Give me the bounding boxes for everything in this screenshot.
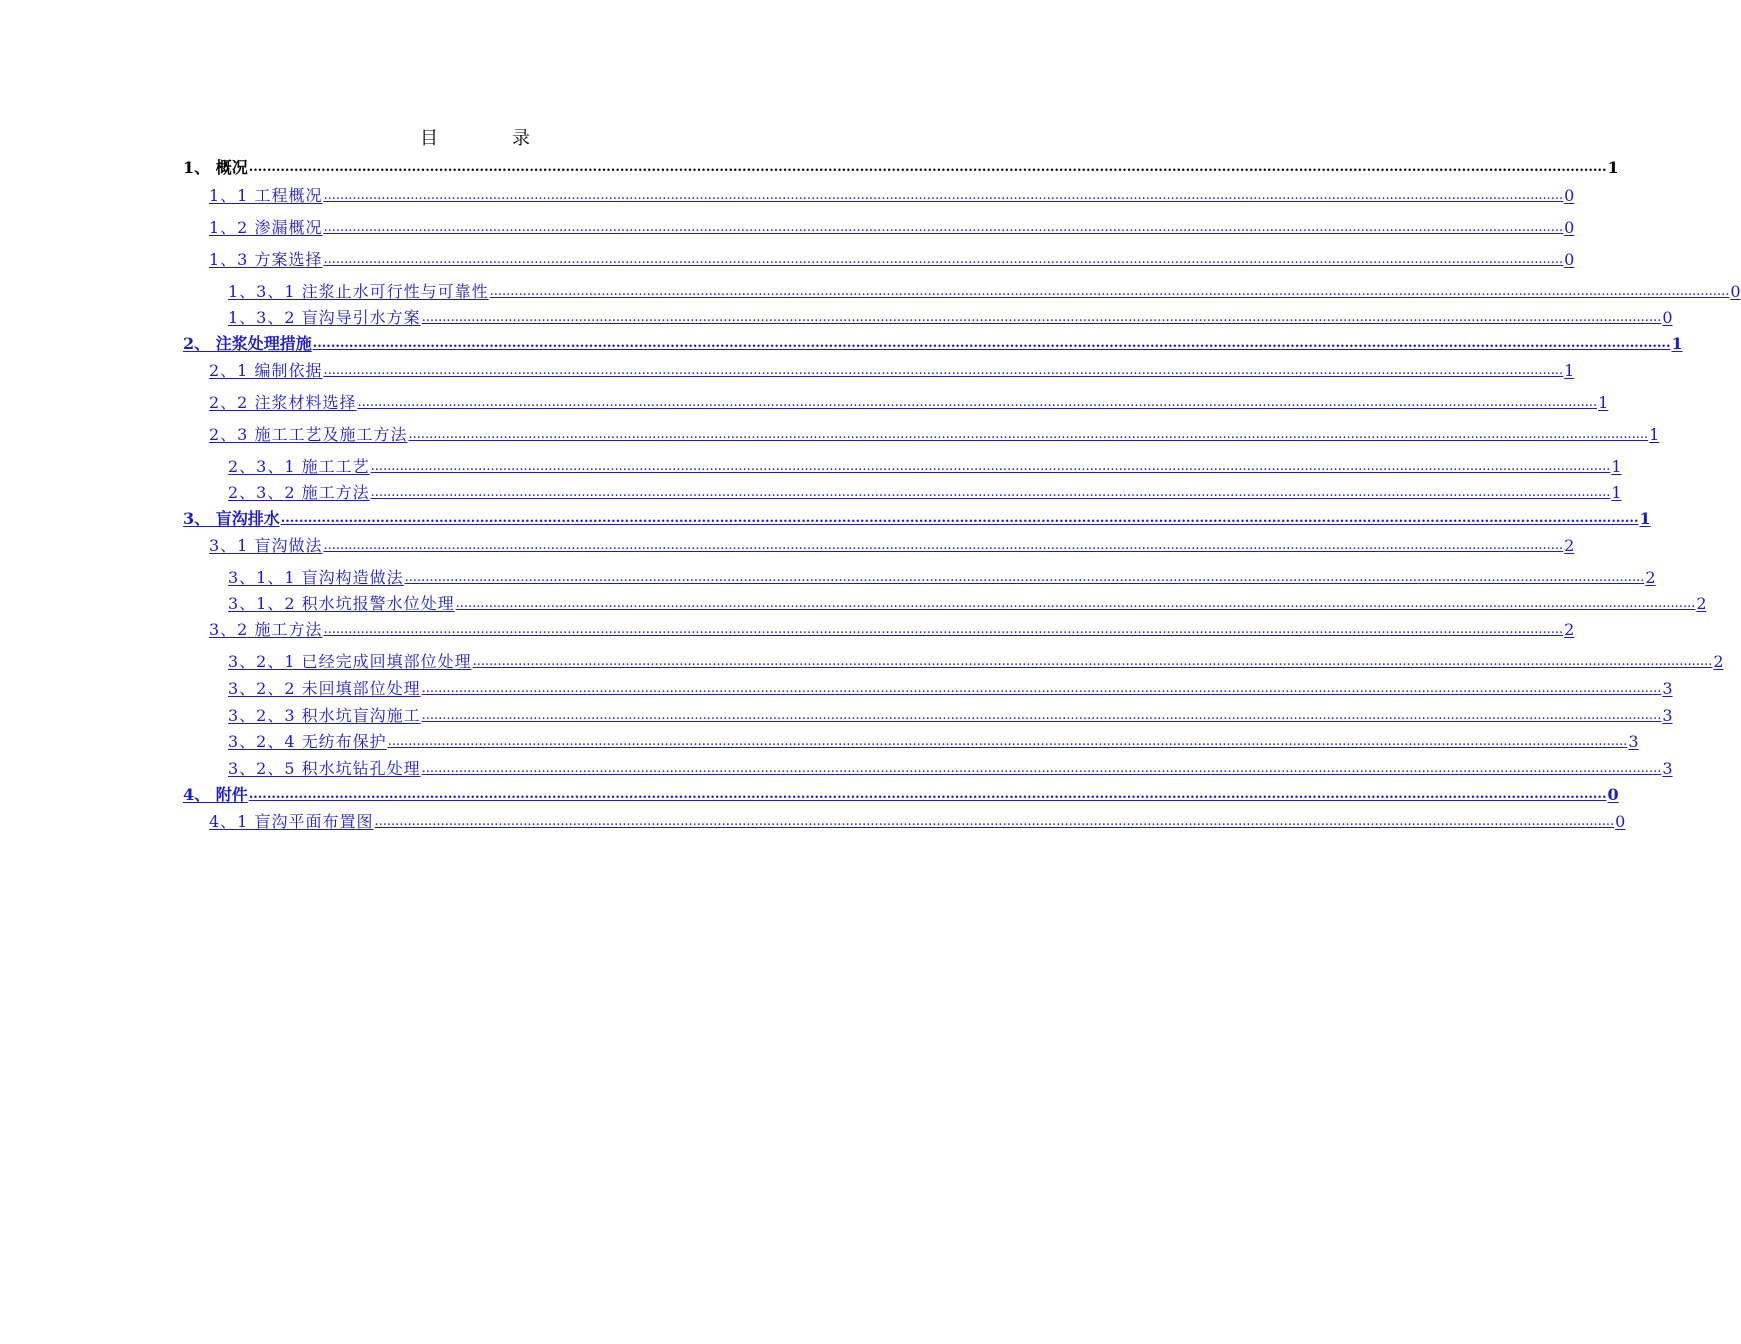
toc-entry-label: 3、2、2 未回填部位处理	[228, 679, 421, 698]
toc-entry-label: 1、3、2 盲沟导引水方案	[228, 308, 421, 327]
toc-entry-page: 1	[1671, 334, 1683, 353]
toc-entry-page: 2	[1696, 594, 1707, 613]
toc-entry-2-3-2[interactable]	[228, 481, 1622, 503]
toc-leader-dots: ............................................................................................................................................................................................................................................................................................................	[408, 427, 1649, 442]
toc-entry-label: 2、3、1 施工工艺	[228, 457, 370, 476]
toc-entry-page: 1	[1649, 425, 1660, 444]
toc-title-char-2: 录	[512, 128, 530, 149]
toc-entry-page: 0	[1730, 282, 1741, 301]
toc-entry-2-2[interactable]	[209, 391, 1609, 413]
toc-entry-page: 1	[1607, 158, 1619, 177]
toc-entry-1-3-1[interactable]	[228, 280, 1741, 302]
toc-entry-3-2-2[interactable]	[228, 677, 1673, 699]
toc-entry-label: 2、 注浆处理措施	[183, 334, 312, 353]
toc-entry-label: 3、2、3 积水坑盲沟施工	[228, 706, 421, 725]
toc-entry-2-3[interactable]	[209, 423, 1660, 445]
toc-entry-label: 3、2、1 已经完成回填部位处理	[228, 652, 472, 671]
toc-entry-page: 2	[1564, 620, 1575, 639]
toc-leader-dots: ............................................................................................................................................................................................................................................................................................................	[323, 252, 1564, 267]
toc-entry-page: 1	[1598, 393, 1609, 412]
toc-leader-dots: ............................................................................................................................................................................................................................................................................................................	[280, 511, 1639, 526]
toc-entry-label: 3、1、2 积水坑报警水位处理	[228, 594, 455, 613]
toc-entry-label: 2、2 注浆材料选择	[209, 393, 357, 412]
toc-entry-1-2[interactable]	[209, 216, 1575, 238]
toc-entry-label: 3、1 盲沟做法	[209, 536, 323, 555]
toc-entry-label: 2、3 施工工艺及施工方法	[209, 425, 408, 444]
toc-entry-4[interactable]	[183, 783, 1619, 805]
toc-entry-label: 1、3 方案选择	[209, 250, 323, 269]
toc-entry-label: 1、1 工程概况	[209, 186, 323, 205]
toc-entry-page: 2	[1564, 536, 1575, 555]
toc-entry-1-3[interactable]	[209, 248, 1575, 270]
toc-entry-page: 2	[1645, 568, 1656, 587]
toc-entry-label: 4、1 盲沟平面布置图	[209, 812, 374, 831]
toc-entry-1-1[interactable]	[209, 184, 1575, 206]
toc-entry-1-3-2[interactable]	[228, 306, 1673, 328]
toc-entry-label: 3、2 施工方法	[209, 620, 323, 639]
toc-entry-page: 0	[1615, 812, 1626, 831]
toc-leader-dots: ............................................................................................................................................................................................................................................................................................................	[323, 622, 1564, 637]
toc-entry-page: 1	[1611, 457, 1622, 476]
toc-leader-dots: ............................................................................................................................................................................................................................................................................................................	[323, 363, 1564, 378]
toc-leader-dots: ............................................................................................................................................................................................................................................................................................................	[370, 459, 1611, 474]
toc-entry-page: 0	[1564, 186, 1575, 205]
toc-entry-3-2[interactable]	[209, 618, 1575, 640]
toc-leader-dots: ............................................................................................................................................................................................................................................................................................................	[455, 596, 1696, 611]
toc-leader-dots: ............................................................................................................................................................................................................................................................................................................	[374, 814, 1615, 829]
toc-leader-dots: ............................................................................................................................................................................................................................................................................................................	[323, 188, 1564, 203]
toc-entry-label: 1、3、1 注浆止水可行性与可靠性	[228, 282, 489, 301]
toc-leader-dots: ............................................................................................................................................................................................................................................................................................................	[421, 681, 1662, 696]
toc-entry-page: 3	[1628, 732, 1639, 751]
toc-leader-dots: ............................................................................................................................................................................................................................................................................................................	[421, 310, 1662, 325]
toc-entry-label: 3、2、4 无纺布保护	[228, 732, 387, 751]
toc-entry-3-2-1[interactable]	[228, 650, 1724, 672]
toc-entry-2-3-1[interactable]	[228, 455, 1622, 477]
toc-entry-label: 3、 盲沟排水	[183, 509, 280, 528]
toc-entry-3-1-1[interactable]	[228, 566, 1656, 588]
toc-entry-page: 0	[1564, 250, 1575, 269]
toc-leader-dots: ............................................................................................................................................................................................................................................................................................................	[323, 538, 1564, 553]
toc-entry-label: 3、1、1 盲沟构造做法	[228, 568, 404, 587]
toc-entry-label: 1、2 渗漏概况	[209, 218, 323, 237]
toc-entry-page: 3	[1662, 706, 1673, 725]
toc-entry-page: 0	[1564, 218, 1575, 237]
toc-leader-dots: ............................................................................................................................................................................................................................................................................................................	[421, 708, 1662, 723]
toc-leader-dots: ............................................................................................................................................................................................................................................................................................................	[357, 395, 1598, 410]
toc-leader-dots: ............................................................................................................................................................................................................................................................................................................	[421, 761, 1662, 776]
toc-entry-3[interactable]	[183, 507, 1651, 529]
toc-entry-label: 4、 附件	[183, 785, 248, 804]
toc-entry-page: 1	[1564, 361, 1575, 380]
toc-entry-page: 3	[1662, 759, 1673, 778]
toc-entry-label: 2、3、2 施工方法	[228, 483, 370, 502]
toc-leader-dots: ............................................................................................................................................................................................................................................................................................................	[248, 160, 1607, 175]
toc-entry-2-1[interactable]	[209, 359, 1575, 381]
toc-entry-page: 0	[1607, 785, 1619, 804]
toc-entry-3-1-2[interactable]	[228, 592, 1707, 614]
toc-leader-dots: ............................................................................................................................................................................................................................................................................................................	[370, 485, 1611, 500]
toc-entry-page: 1	[1639, 509, 1651, 528]
toc-entry-page: 2	[1713, 652, 1724, 671]
toc-entry-1[interactable]	[183, 156, 1619, 178]
toc-entry-2[interactable]	[183, 332, 1683, 354]
toc-leader-dots: ............................................................................................................................................................................................................................................................................................................	[323, 220, 1564, 235]
toc-title	[0, 124, 950, 150]
toc-entry-3-2-3[interactable]	[228, 704, 1673, 726]
toc-entry-label: 2、1 编制依据	[209, 361, 323, 380]
toc-leader-dots: ............................................................................................................................................................................................................................................................................................................	[472, 654, 1713, 669]
toc-entry-page: 1	[1611, 483, 1622, 502]
toc-leader-dots: ............................................................................................................................................................................................................................................................................................................	[404, 570, 1645, 585]
toc-leader-dots: ............................................................................................................................................................................................................................................................................................................	[489, 284, 1730, 299]
toc-entry-label: 3、2、5 积水坑钻孔处理	[228, 759, 421, 778]
toc-leader-dots: ............................................................................................................................................................................................................................................................................................................	[387, 734, 1628, 749]
toc-leader-dots: ............................................................................................................................................................................................................................................................................................................	[248, 787, 1607, 802]
toc-leader-dots: ............................................................................................................................................................................................................................................................................................................	[312, 336, 1671, 351]
toc-title-char-1: 目	[420, 128, 438, 149]
toc-entry-3-2-4[interactable]	[228, 730, 1639, 752]
toc-entry-3-2-5[interactable]	[228, 757, 1673, 779]
toc-entry-label: 1、 概况	[183, 158, 248, 177]
toc-entry-page: 3	[1662, 679, 1673, 698]
toc-entry-4-1[interactable]	[209, 810, 1626, 832]
toc-entry-page: 0	[1662, 308, 1673, 327]
toc-entry-3-1[interactable]	[209, 534, 1575, 556]
